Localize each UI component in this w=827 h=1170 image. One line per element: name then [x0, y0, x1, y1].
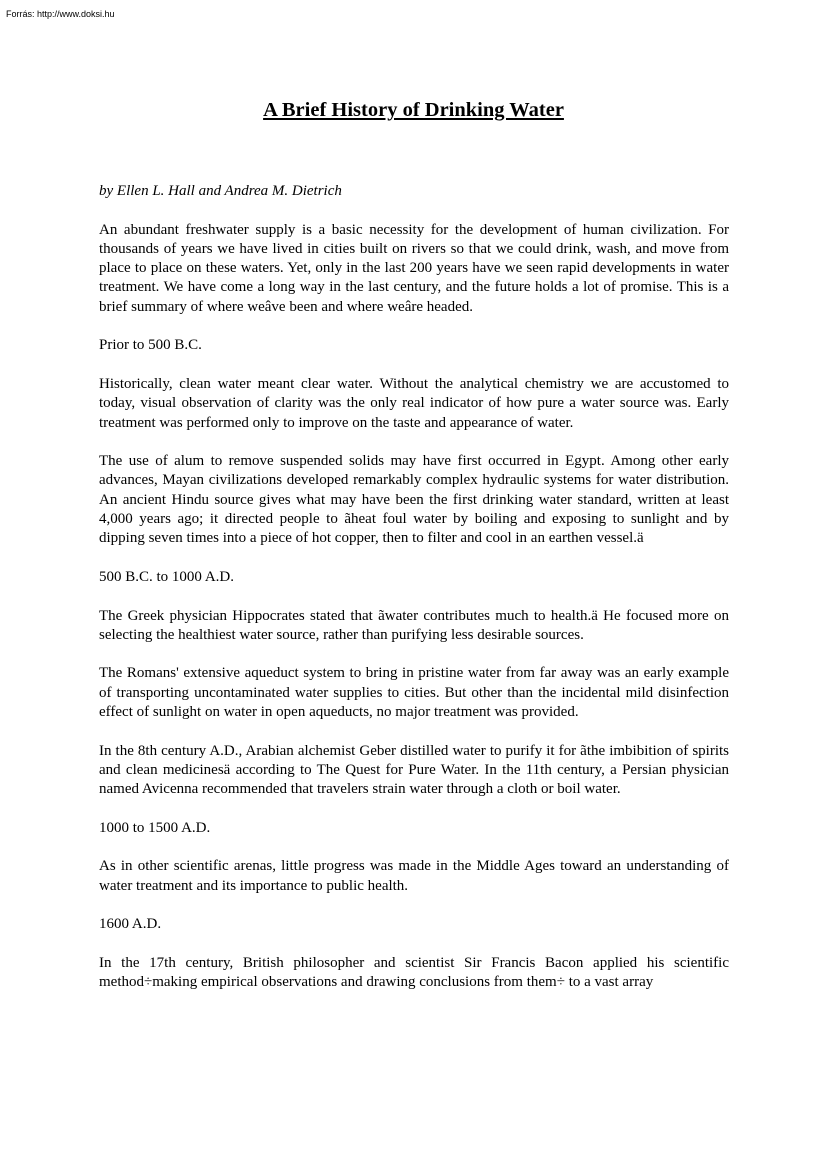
paragraph-hippocrates: The Greek physician Hippocrates stated that ãwater contributes much to health.ä He focused more on selecting the healthiest water source, rather than purifying less desirable sources.: [99, 607, 729, 643]
section-heading-prior-500bc: Prior to 500 B.C.: [99, 337, 202, 354]
page-title: A Brief History of Drinking Water: [263, 99, 564, 121]
paragraph-romans: The Romans' extensive aqueduct system to bring in pristine water from far away was an early example of transporting uncontaminated water supplies to cities. But other than the incidental mild disinfection effect of sunlight on water in open aqueducts, no major treatment was provided.: [99, 665, 729, 721]
section-heading-1000-1500ad: 1000 to 1500 A.D.: [99, 819, 211, 836]
paragraph-middle-ages: As in other scientific arenas, little progress was made in the Middle Ages toward an understanding of water treatment and its importance to public health.: [99, 858, 729, 894]
paragraph-geber: In the 8th century A.D., Arabian alchemist Geber distilled water to purify it for ãthe imbibition of spirits and clean medicinesä according to The Quest for Pure Water. In the 11th century, a Persian physician named Avicenna recommended that travelers strain water through a cloth or boil water.: [99, 742, 729, 798]
section-heading-1600ad: 1600 A.D.: [99, 916, 162, 933]
paragraph-intro: An abundant freshwater supply is a basic necessity for the development of human civilization. For thousands of years we have lived in cities built on rivers so that we could drink, wash, and move from place to place on these waters. Yet, only in the last 200 years have we seen rapid developments in water treatment. We have come a long way in the last century, and the future holds a lot of promise. This is a brief summary of where weâve been and where weâre headed.: [99, 221, 729, 315]
paragraph-francis-bacon: In the 17th century, British philosopher and scientist Sir Francis Bacon applied his scientific method÷making empirical observations and drawing conclusions from them÷ to a vast array: [99, 954, 729, 991]
paragraph-alum-egypt: The use of alum to remove suspended solids may have first occurred in Egypt. Among other early advances, Mayan civilizations developed remarkably complex hydraulic systems for water distribution. An ancient Hindu source gives what may have been the first drinking water standard, written at least 4,000 years ago; it directed people to ãheat foul water by boiling and exposing to sunlight and by dipping seven times into a piece of hot copper, then to filter and cool in an earthen vessel.ä: [99, 453, 729, 547]
article-body: [99, 182, 729, 992]
source-label: Forrás: http://www.doksi.hu: [6, 9, 115, 19]
section-heading-500bc-1000ad: 500 B.C. to 1000 A.D.: [99, 568, 235, 585]
paragraph-clean-water: Historically, clean water meant clear water. Without the analytical chemistry we are accustomed to today, visual observation of clarity was the only real indicator of how pure a water source was. Early treatment was performed only to improve on the taste and appearance of water.: [99, 375, 729, 431]
byline: by Ellen L. Hall and Andrea M. Dietrich: [99, 183, 342, 199]
